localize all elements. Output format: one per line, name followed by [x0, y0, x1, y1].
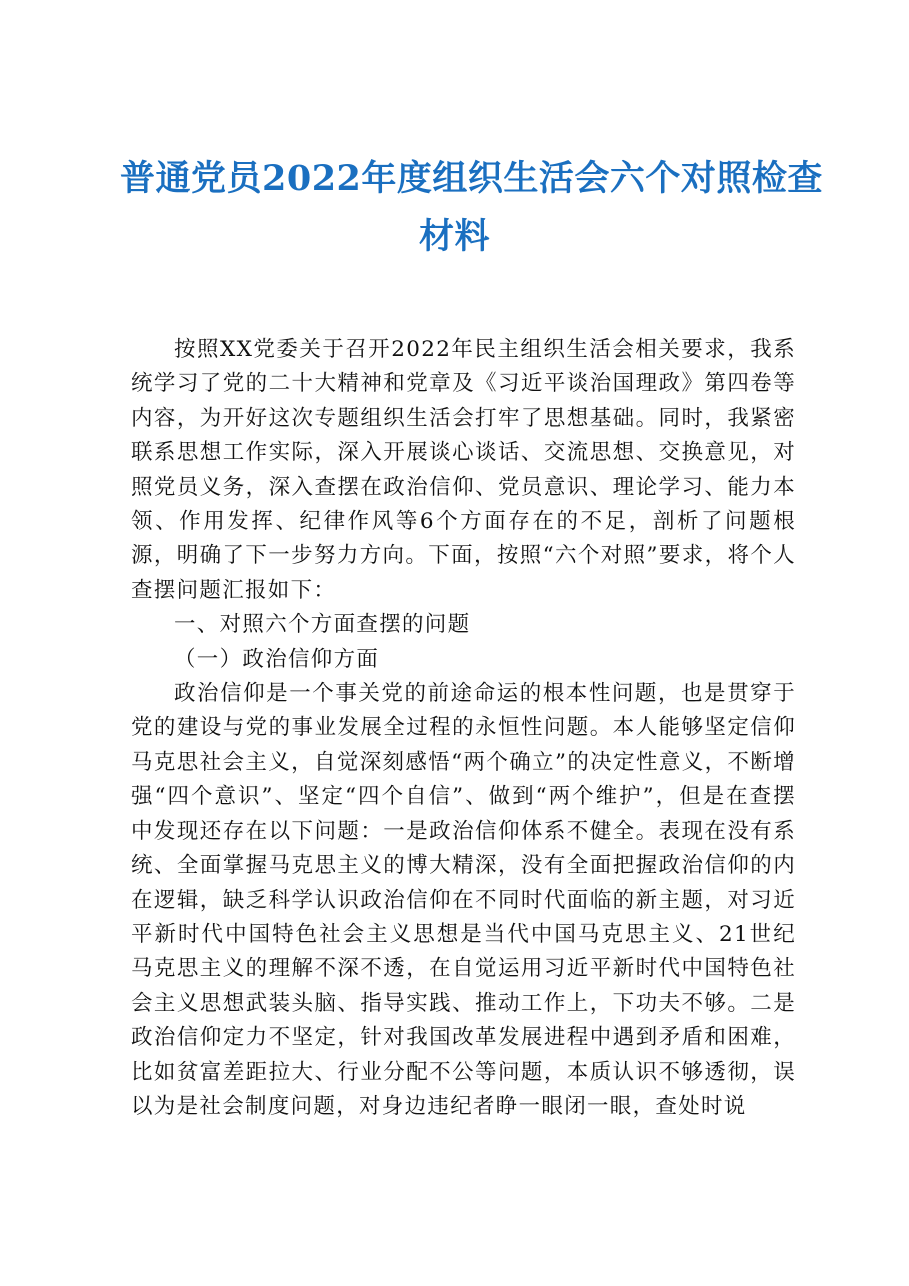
document-title	[120, 150, 823, 266]
subsection-heading: （一）政治信仰方面	[174, 646, 380, 672]
intro-paragraph: 按照XX党委关于召开2022年民主组织生活会相关要求，我系统学习了党的二十大精神和党章及《习近平谈治国理政》第四卷等内容，为开好这次专题组织生活会打牢了思想基础。同时，我紧密联系思想工作实际，深入开展谈心谈话、交流思想、交换意见，对照党员义务，深入查摆在政治信仰、党员意识、理论学习、能力本领、作用发挥、纪律作风等6个方面存在的不足，剖析了问题根源，明确了下一步努力方向。下面，按照“六个对照”要求，将个人查摆问题汇报如下：	[131, 337, 796, 603]
title-line-2: 材料	[418, 216, 490, 257]
section-heading: 一、对照六个方面查摆的问题	[174, 612, 471, 638]
body-paragraph: 政治信仰是一个事关党的前途命运的根本性问题，也是贯穿于党的建设与党的事业发展全过程的永恒性问题。本人能够坚定信仰马克思社会主义，自觉深刻感悟“两个确立”的决定性意义，不断增强“四个意识”、坚定“四个自信”、做到“两个维护”，但是在查摆中发现还存在以下问题：一是政治信仰体系不健全。表现在没有系统、全面掌握马克思主义的博大精深，没有全面把握政治信仰的内在逻辑，缺乏科学认识政治信仰在不同时代面临的新主题，对习近平新时代中国特色社会主义思想是当代中国马克思主义、21世纪马克思主义的理解不深不透，在自觉运用习近平新时代中国特色社会主义思想武装头脑、指导实践、推动工作上，下功夫不够。二是政治信仰定力不坚定，针对我国改革发展进程中遇到矛盾和困难，比如贫富差距拉大、行业分配不公等问题，本质认识不够透彻，误以为是社会制度问题，对身边违纪者睁一眼闭一眼，查处时说	[131, 681, 796, 1119]
title-line-1: 普通党员2022年度组织生活会六个对照检查	[120, 158, 823, 199]
document-body	[131, 333, 796, 1124]
